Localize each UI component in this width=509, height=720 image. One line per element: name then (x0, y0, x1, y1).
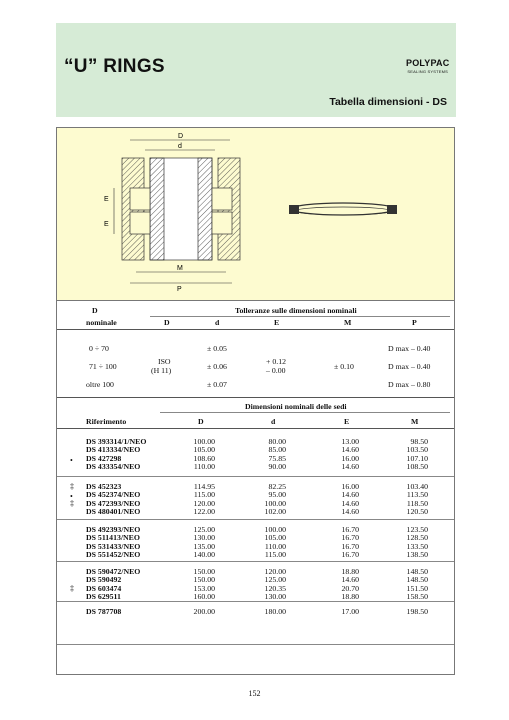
cell-ref: DS 629511 (86, 592, 121, 602)
tol-col-D: D (92, 306, 98, 315)
cell-ref: DS 787708 (86, 607, 122, 616)
cell-d: 180.00 (264, 607, 286, 616)
cell-d: 80.00 (268, 437, 286, 446)
cell-ref: DS 511413/NEO (86, 533, 140, 543)
cell-ref: DS 393314/1/NEO (86, 437, 147, 446)
dim-header-ref: Riferimento (86, 417, 127, 426)
row-mark: ‡ (70, 482, 74, 491)
dim-header-line (57, 428, 454, 429)
tol-group-line (150, 316, 450, 317)
tol-header-P: P (412, 318, 417, 327)
cell-d: 200.00 (193, 607, 215, 616)
cell-d: 153.00 (193, 583, 215, 593)
group-divider (57, 476, 454, 477)
row-mark: • (70, 492, 73, 502)
cell-d: 120.35 (264, 583, 286, 593)
tol-d-2: ± 0.06 (207, 362, 227, 371)
cell-m: 158.50 (406, 592, 428, 602)
cell-d: 102.00 (264, 507, 286, 517)
cell-d: 105.00 (193, 445, 215, 455)
tol-E-minus: – 0.00 (266, 366, 286, 375)
tol-header-d: d (215, 318, 220, 327)
cell-d: 100.00 (264, 525, 286, 534)
cell-m: 198.50 (406, 607, 428, 616)
dim-group-header: Dimensioni nominali delle sedi (245, 402, 347, 411)
seal-housing-drawing (100, 130, 260, 295)
cell-e: 14.60 (341, 575, 359, 585)
cell-m: 113.50 (406, 490, 428, 500)
cell-ref: DS 413334/NEO (86, 445, 141, 455)
cell-e: 14.60 (341, 462, 359, 472)
logo-brand: POLYPAC (406, 58, 450, 68)
cell-m: 138.50 (406, 550, 428, 560)
cell-e: 18.80 (341, 567, 359, 576)
cell-e: 16.00 (341, 482, 359, 491)
cell-d: 150.00 (193, 567, 215, 576)
label-P: P (177, 286, 182, 293)
dim-header-D: D (198, 417, 204, 426)
cell-d: 108.60 (193, 453, 215, 463)
dim-header-E: E (344, 417, 350, 426)
cell-m: 118.50 (406, 498, 428, 508)
u-ring-sketch (285, 195, 405, 225)
tol-header-E: E (274, 318, 280, 327)
cell-d: 125.00 (193, 525, 215, 534)
tol-group-header: Tolleranze sulle dimensioni nominali (235, 306, 357, 315)
dim-header-d: d (271, 417, 276, 426)
tol-header-line (57, 329, 454, 330)
cell-d: 125.00 (264, 575, 286, 585)
cell-ref: DS 492393/NEO (86, 525, 141, 534)
cell-d: 90.00 (268, 462, 286, 472)
dim-header-M: M (411, 417, 419, 426)
cell-d: 114.95 (193, 482, 215, 491)
tol-nominale: nominale (86, 318, 117, 327)
tol-header-D: D (164, 318, 170, 327)
cell-d: 115.00 (193, 490, 215, 500)
group-divider (57, 601, 454, 602)
cell-e: 13.00 (341, 437, 359, 446)
page-number: 152 (248, 689, 261, 698)
cell-m: 123.50 (406, 525, 428, 534)
label-E-2: E (104, 221, 109, 228)
cell-ref: DS 452323 (86, 482, 122, 491)
cell-d: 110.00 (193, 462, 215, 472)
cell-e: 14.60 (341, 490, 359, 500)
label-E-1: E (104, 196, 109, 203)
cell-m: 108.50 (406, 462, 428, 472)
tol-D-h11: (H 11) (151, 366, 172, 375)
cell-ref: DS 590472/NEO (86, 567, 141, 576)
cell-m: 120.50 (406, 507, 428, 517)
cell-m: 148.50 (406, 575, 428, 585)
logo-tagline: SEALING SYSTEMS (407, 69, 448, 74)
tol-E-plus: + 0.12 (266, 357, 286, 366)
tol-d-1: ± 0.05 (207, 344, 227, 353)
cell-m: 103.40 (406, 482, 428, 491)
tol-d-3: ± 0.07 (207, 380, 227, 389)
label-D: D (178, 133, 184, 140)
page-title: “U” RINGS (64, 56, 165, 77)
cell-ref: DS 480401/NEO (86, 507, 141, 517)
cell-e: 14.60 (341, 498, 359, 508)
cell-e: 16.70 (341, 533, 359, 543)
dim-bottom-line (57, 644, 454, 645)
tol-header-M: M (344, 318, 352, 327)
cell-d: 122.00 (193, 507, 215, 517)
cell-m: 103.50 (406, 445, 428, 455)
cell-e: 14.60 (341, 445, 359, 455)
cell-e: 14.60 (341, 507, 359, 517)
cell-e: 16.00 (341, 453, 359, 463)
row-mark: • (70, 455, 73, 465)
cell-m: 151.50 (406, 583, 428, 593)
label-M: M (177, 265, 183, 272)
cell-d: 135.00 (193, 541, 215, 551)
tol-range-3: oltre 100 (86, 380, 114, 389)
cell-d: 120.00 (264, 567, 286, 576)
cell-d: 160.00 (193, 592, 215, 602)
cell-e: 20.70 (341, 583, 359, 593)
tol-P-2: D max – 0.40 (388, 362, 431, 371)
cell-d: 95.00 (268, 490, 286, 500)
cell-d: 110.00 (264, 541, 286, 551)
cell-d: 130.00 (193, 533, 215, 543)
cell-ref: DS 531433/NEO (86, 541, 141, 551)
cell-d: 120.00 (193, 498, 215, 508)
cell-m: 107.10 (406, 453, 428, 463)
cell-d: 105.00 (264, 533, 286, 543)
label-d: d (178, 143, 182, 150)
cell-ref: DS 472393/NEO (86, 498, 141, 508)
cell-e: 18.80 (341, 592, 359, 602)
group-divider (57, 519, 454, 520)
cell-ref: DS 590492 (86, 575, 122, 585)
cell-d: 140.00 (193, 550, 215, 560)
cell-ref: DS 433354/NEO (86, 462, 141, 472)
row-mark: ‡ (70, 498, 74, 508)
cell-e: 16.70 (341, 550, 359, 560)
cell-m: 128.50 (406, 533, 428, 543)
cell-d: 150.00 (193, 575, 215, 585)
tol-M: ± 0.10 (334, 362, 354, 371)
cell-d: 75.85 (268, 453, 286, 463)
cell-e: 16.70 (341, 541, 359, 551)
cell-m: 98.50 (410, 437, 428, 446)
tol-D-iso: ISO (158, 357, 171, 366)
cell-ref: DS 452374/NEO (86, 490, 141, 500)
tol-end-line (57, 397, 454, 398)
dim-group-line (160, 412, 450, 413)
cell-m: 133.50 (406, 541, 428, 551)
cell-d: 130.00 (264, 592, 286, 602)
cell-d: 85.00 (268, 445, 286, 455)
tol-P-1: D max – 0.40 (388, 344, 431, 353)
cell-d: 100.00 (264, 498, 286, 508)
cell-m: 148.50 (406, 567, 428, 576)
cell-ref: DS 603474 (86, 583, 122, 593)
cell-d: 115.00 (264, 550, 286, 560)
cell-d: 100.00 (193, 437, 215, 446)
group-divider (57, 561, 454, 562)
tol-range-1: 0 ÷ 70 (89, 344, 109, 353)
page-subtitle: Tabella dimensioni - DS (329, 96, 447, 108)
cell-e: 17.00 (341, 607, 359, 616)
row-mark: ‡ (70, 583, 74, 593)
tol-range-2: 71 ÷ 100 (89, 362, 117, 371)
cell-e: 16.70 (341, 525, 359, 534)
tol-P-3: D max – 0.80 (388, 380, 431, 389)
cell-d: 82.25 (268, 482, 286, 491)
polypac-logo (406, 58, 449, 74)
cell-ref: DS 551452/NEO (86, 550, 141, 560)
cell-ref: DS 427298 (86, 453, 122, 463)
